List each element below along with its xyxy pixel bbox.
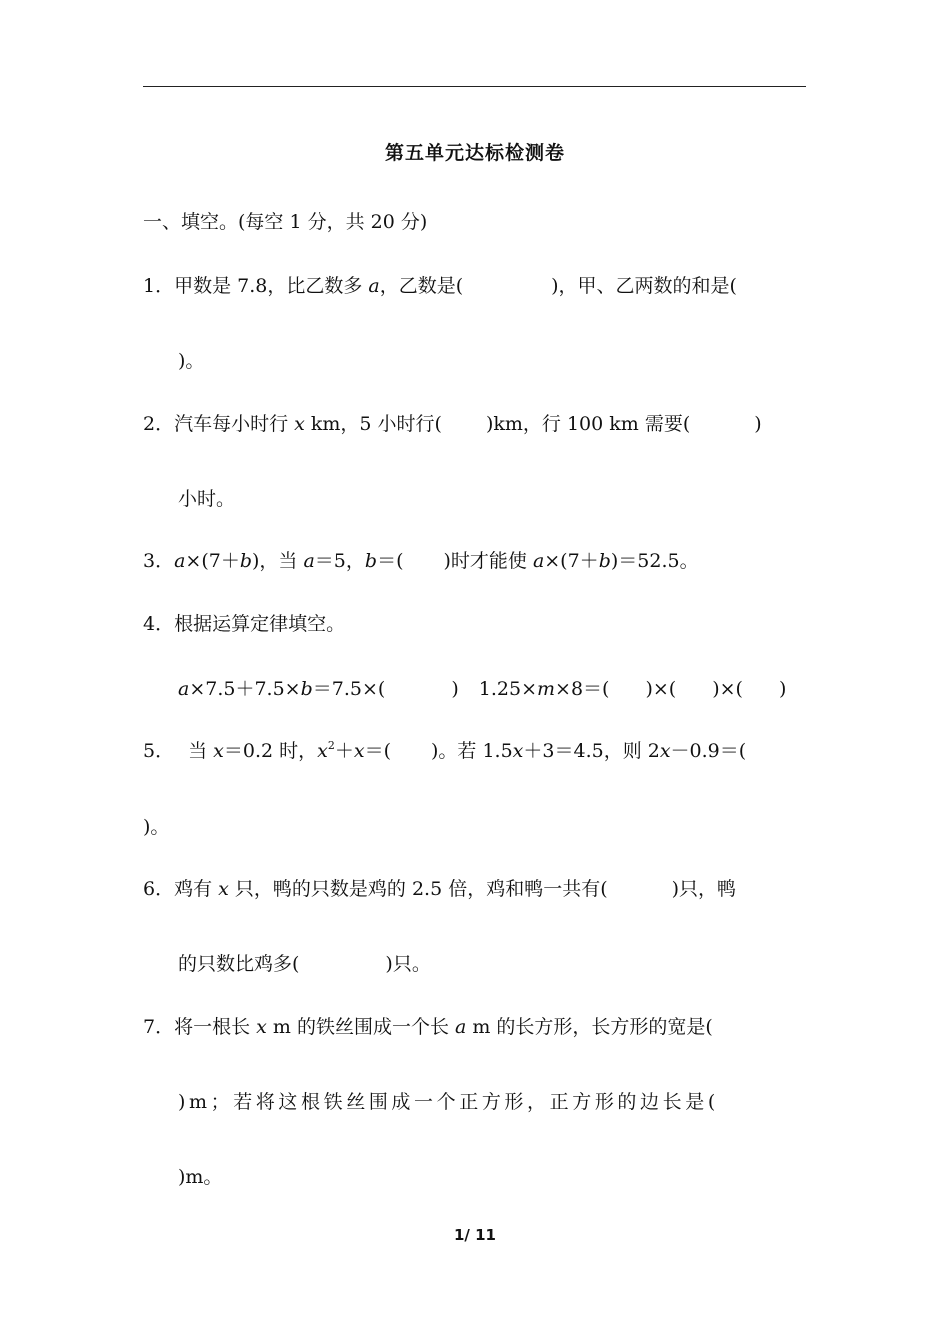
page-number: 1/ 11 [453, 1226, 496, 1244]
page-title: 第五单元达标检测卷 [384, 142, 565, 164]
math-variable: a [368, 275, 380, 297]
question-text: ×(7＋ [544, 550, 599, 572]
header-rule [143, 86, 806, 87]
question-text: )＝52.5。 [610, 550, 699, 572]
question-text: 当 [188, 740, 214, 762]
question-text: ＝5， [314, 550, 365, 572]
question-text: ) [754, 413, 762, 435]
question-text: ) [778, 678, 787, 700]
question-text: ，乙数是( [379, 275, 464, 297]
math-variable: a [532, 550, 545, 572]
question-text: )只。 [385, 953, 431, 975]
question-text: ×8＝( [555, 678, 610, 700]
math-variable: a [455, 1016, 467, 1038]
math-variable: x [659, 740, 671, 762]
question-text: ＝( [364, 740, 391, 762]
question-4-line-1 [143, 611, 345, 637]
question-text: ＝( [377, 550, 404, 572]
question-text: 将一根长 [174, 1016, 257, 1038]
question-5-line-1 [143, 738, 746, 764]
question-text: ＝7.5×( [312, 678, 386, 700]
question-text: 鸡有 [174, 878, 219, 900]
question-6-line-1 [143, 876, 736, 902]
question-text: )，甲、乙两数的和是( [551, 275, 737, 297]
question-text: )。 [178, 350, 205, 372]
question-2-line-2: 小时。 [178, 488, 236, 510]
question-text: ×7.5＋7.5× [189, 678, 301, 700]
math-variable: x [512, 740, 524, 762]
math-variable: m [537, 678, 556, 700]
exponent: 2 [327, 739, 335, 752]
question-5-line-2: )。 [143, 816, 170, 838]
question-3-line-1 [143, 548, 699, 574]
question-number: 5． [143, 740, 175, 762]
question-4-line-2 [178, 676, 786, 702]
question-text: )，当 [252, 550, 304, 572]
question-number: 6． [143, 878, 175, 900]
question-7-line-1 [143, 1014, 713, 1040]
math-variable: a [303, 550, 315, 572]
question-text: 只，鸭的只数是鸡的 2.5 倍，鸡和鸭一共有( [228, 878, 608, 900]
question-1-line-2 [178, 348, 204, 374]
question-text: ＋ [334, 740, 354, 762]
math-variable: x [213, 740, 224, 762]
question-text: 1.25× [478, 678, 537, 700]
question-text: ＋3＝4.5，则 2 [523, 740, 660, 762]
question-text: 汽车每小时行 [174, 413, 295, 435]
question-text: )km，行 100 km 需要( [485, 413, 691, 435]
question-1-line-1 [143, 273, 737, 299]
question-2-line-1 [143, 411, 762, 437]
question-number: 2． [143, 413, 175, 435]
math-variable: x [294, 413, 305, 435]
math-variable: x [218, 878, 229, 900]
question-text: ) [451, 678, 459, 700]
question-text: 甲数是 7.8，比乙数多 [174, 275, 369, 297]
question-6-line-2 [178, 951, 431, 977]
question-7-line-2: )m；若将这根铁丝围成一个正方形，正方形的边长是( [178, 1091, 719, 1113]
math-variable: a [178, 678, 190, 700]
math-variable: b [300, 678, 313, 700]
question-number: 7． [143, 1016, 175, 1038]
question-number: 1． [143, 275, 175, 297]
math-variable: x [353, 740, 365, 762]
math-variable: b [239, 550, 253, 572]
question-7-line-3: )m。 [178, 1166, 223, 1188]
question-text: m 的长方形，长方形的宽是( [466, 1016, 713, 1038]
math-variable: a [174, 550, 186, 572]
question-text: )×( [712, 678, 743, 700]
question-text: －0.9＝( [670, 740, 747, 762]
section-heading: 一、填空。(每空 1 分，共 20 分) [143, 211, 428, 233]
math-variable: b [364, 550, 378, 572]
question-text: km，5 小时行( [304, 413, 442, 435]
question-text: 的只数比鸡多( [178, 953, 300, 975]
question-number: 3． [143, 550, 175, 572]
question-text: ×(7＋ [185, 550, 240, 572]
question-text: ＝0.2 时， [223, 740, 318, 762]
math-variable: b [598, 550, 611, 572]
question-text: )×( [645, 678, 677, 700]
question-text: 根据运算定律填空。 [174, 613, 346, 635]
question-text: m 的铁丝围成一个长 [266, 1016, 455, 1038]
question-number: 4． [143, 613, 175, 635]
math-variable: x [256, 1016, 267, 1038]
question-text: )时才能使 [443, 550, 533, 572]
question-text: )。若 1.5 [431, 740, 513, 762]
question-text: )只，鸭 [671, 878, 737, 900]
math-variable: x [317, 740, 328, 762]
